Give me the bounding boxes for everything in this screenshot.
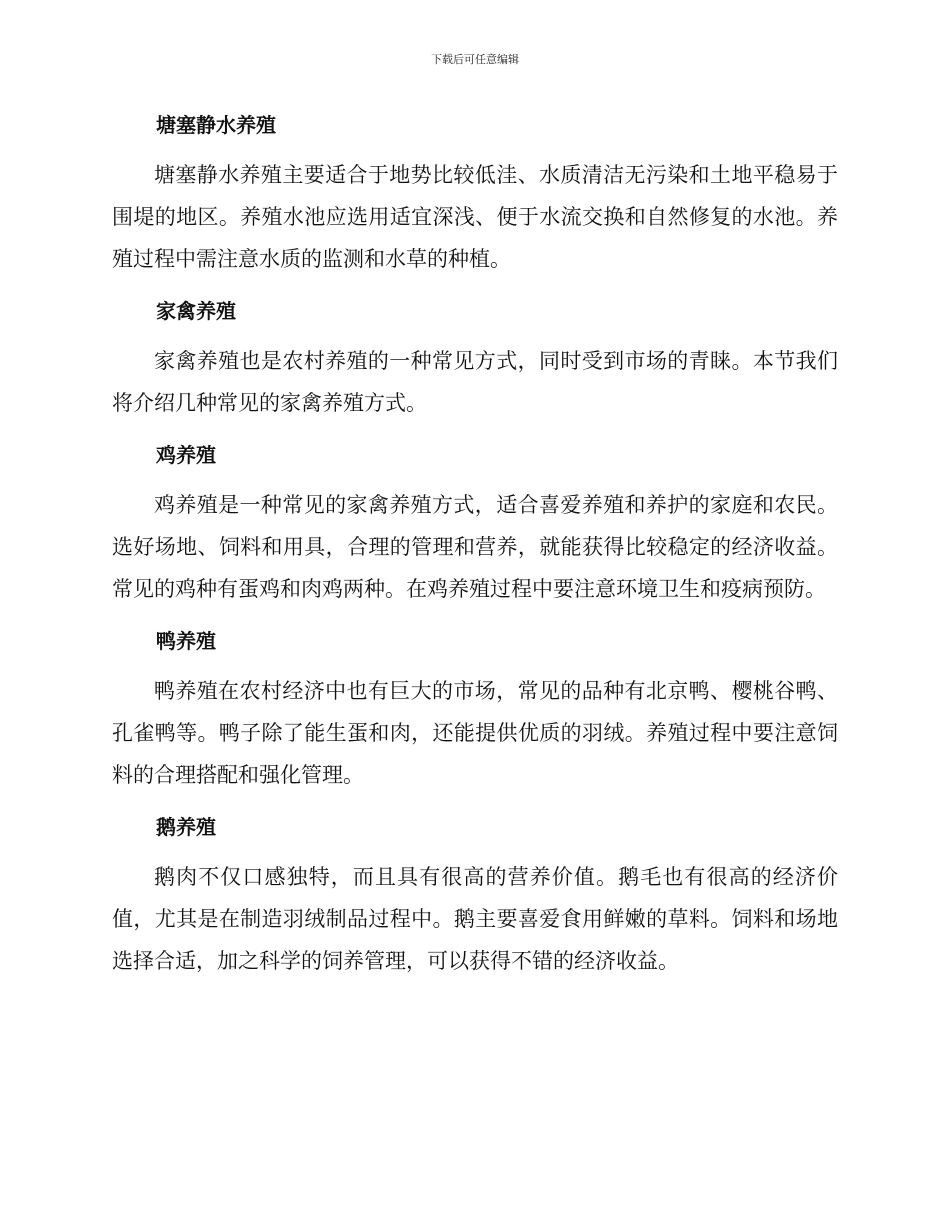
page-header-note: 下载后可任意编辑 (431, 53, 519, 66)
section-goose (112, 810, 838, 982)
section-heading: 塘塞静水养殖 (156, 113, 276, 137)
section-poultry (112, 294, 838, 424)
section-heading: 家禽养殖 (156, 299, 236, 323)
section-paragraph: 鸡养殖是一种常见的家禽养殖方式，适合喜爱养殖和养护的家庭和农民。选好场地、饲料和用具，合理的管理和营养，就能获得比较稳定的经济收益。常见的鸡种有蛋鸡和肉鸡两种。在鸡养殖过程中要注意环境卫生和疫病预防。 (112, 493, 838, 601)
section-paragraph: 塘塞静水养殖主要适合于地势比较低洼、水质清洁无污染和土地平稳易于围堤的地区。养殖水池应选用适宜深浅、便于水流交换和自然修复的水池。养殖过程中需注意水质的监测和水草的种植。 (112, 163, 838, 271)
section-heading: 鸡养殖 (156, 443, 216, 467)
section-chicken (112, 438, 838, 610)
section-paragraph: 家禽养殖也是农村养殖的一种常见方式，同时受到市场的青睐。本节我们将介绍几种常见的家禽养殖方式。 (112, 349, 838, 415)
section-paragraph: 鹅肉不仅口感独特，而且具有很高的营养价值。鹅毛也有很高的经济价值，尤其是在制造羽绒制品过程中。鹅主要喜爱食用鲜嫩的草料。饲料和场地选择合适，加之科学的饲养管理，可以获得不错的经济收益。 (112, 865, 838, 973)
section-paragraph: 鸭养殖在农村经济中也有巨大的市场，常见的品种有北京鸭、樱桃谷鸭、孔雀鸭等。鸭子除了能生蛋和肉，还能提供优质的羽绒。养殖过程中要注意饲料的合理搭配和强化管理。 (112, 679, 838, 787)
section-heading: 鹅养殖 (156, 815, 216, 839)
section-duck (112, 624, 838, 796)
section-pond-still-water (112, 108, 838, 280)
section-heading: 鸭养殖 (156, 629, 216, 653)
document-content (112, 108, 838, 982)
